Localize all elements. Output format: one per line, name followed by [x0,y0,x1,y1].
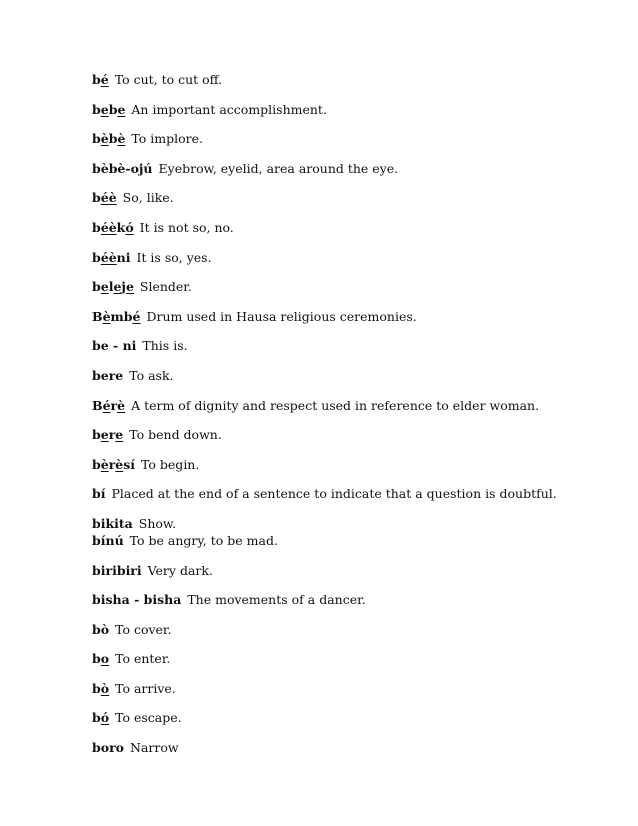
headword-segment: è [115,456,124,472]
headword-segment: b [92,456,101,472]
headword [92,427,123,442]
headword [92,533,124,548]
headword-segment: b [92,219,101,235]
dictionary-entry [92,189,622,206]
headword [92,398,125,413]
headword [92,102,125,117]
headword-segment: r [108,456,116,472]
headword-segment: è [102,308,111,324]
headword [92,220,134,235]
headword [92,651,109,666]
headword-segment: éè [100,190,117,206]
headword-segment: é [100,72,109,87]
headword-segment: éè [100,219,117,235]
dictionary-page [92,71,622,756]
headword [92,338,136,353]
headword-segment: bèbè-ojú [92,160,153,176]
headword [92,622,109,637]
headword-segment: bisha - bisha [92,592,182,608]
definition: The movements of a dancer. [187,592,366,608]
headword-segment: boro [92,740,125,756]
headword-segment: è [100,131,109,147]
dictionary-entry [92,278,622,295]
definition: This is. [142,338,188,354]
headword-segment: é [102,397,111,413]
headword-segment: e [125,279,134,295]
headword-segment: B [92,397,103,413]
dictionary-entry [92,739,622,756]
dictionary-entry [92,621,622,638]
dictionary-entry [92,160,622,177]
definition: Placed at the end of a sentence to indicate that a question is doubtful. [111,486,557,502]
dictionary-entry [92,709,622,726]
dictionary-entry [92,562,622,579]
headword [92,516,133,531]
definition: Show. [138,515,177,531]
headword [92,250,131,265]
definition: It is so, yes. [136,249,212,265]
dictionary-entry [92,337,622,354]
headword-segment: j [121,279,126,295]
dictionary-entry [92,249,622,266]
headword [92,710,109,725]
headword-segment: B [92,308,103,324]
headword-segment: b [92,101,101,117]
headword-segment: e [113,279,122,295]
dictionary-entry [92,680,622,697]
headword [92,190,117,205]
headword [92,486,106,501]
headword-segment: bikita [92,515,133,531]
dictionary-entry [92,532,622,549]
dictionary-entry [92,71,622,88]
definition: So, like. [122,190,174,206]
headword-segment: ó [125,219,134,235]
headword-segment: o [100,651,110,667]
headword [92,161,153,176]
headword-segment: b [92,72,101,87]
headword-segment: b [92,680,101,696]
definition: To begin. [141,456,200,472]
dictionary-entry [92,515,622,532]
headword-segment: bò [92,621,110,637]
headword-segment: ó [100,710,110,726]
headword [92,368,123,383]
headword [92,131,125,146]
dictionary-entry [92,308,622,325]
headword-segment: sí [123,456,136,472]
headword [92,740,124,755]
headword-segment: ni [116,249,131,265]
definition: To escape. [115,710,182,726]
dictionary-entry [92,397,622,414]
headword-segment: b [92,131,101,147]
headword-segment: è [117,397,126,413]
headword-segment: é [132,308,141,324]
definition: To cover. [115,621,172,637]
headword-segment: b [92,279,101,295]
headword-segment: è [100,456,109,472]
headword [92,592,181,607]
definition: Slender. [139,279,192,295]
definition: Drum used in Hausa religious ceremonies. [146,308,417,324]
headword-segment: e [115,427,124,443]
headword [92,279,134,294]
headword-segment: b [92,427,101,443]
definition: To ask. [129,367,174,383]
headword-segment: r [110,397,118,413]
dictionary-entry [92,426,622,443]
headword-segment: biribiri [92,562,142,578]
headword-segment: l [108,279,114,295]
headword-segment: be - ni [92,338,137,354]
headword-segment: ò [100,680,110,696]
dictionary-entry [92,101,622,118]
definition: An important accomplishment. [131,101,327,117]
definition: To bend down. [129,427,222,443]
dictionary-entry [92,485,622,502]
headword-segment: b [108,131,118,147]
headword-segment: b [108,101,118,117]
headword [92,563,142,578]
definition: To arrive. [115,680,176,696]
headword-segment: k [116,219,126,235]
dictionary-entry [92,219,622,236]
headword-segment: b [92,710,101,726]
definition: To be angry, to be mad. [129,532,278,548]
dictionary-entry [92,591,622,608]
dictionary-entry [92,130,622,147]
headword-segment: e [100,101,109,117]
headword-segment: b [92,249,101,265]
definition: To cut, to cut off. [114,72,223,87]
headword-segment: b [92,651,101,667]
definition: Narrow [130,740,179,756]
definition: Very dark. [147,562,213,578]
headword-segment: r [108,427,116,443]
definition: Eyebrow, eyelid, area around the eye. [158,160,399,176]
headword [92,457,135,472]
dictionary-entry [92,367,622,384]
headword-segment: mb [110,308,133,324]
headword-segment: éè [100,249,117,265]
headword [92,72,109,87]
headword-segment: bínú [92,532,124,548]
headword-segment: è [117,131,126,147]
headword-segment: b [92,190,101,206]
dictionary-entry [92,456,622,473]
dictionary-entry [92,650,622,667]
headword-segment: e [100,279,109,295]
headword [92,309,140,324]
definition: To enter. [115,651,171,667]
headword-segment: bere [92,367,124,383]
definition: A term of dignity and respect used in reference to elder woman. [131,397,540,413]
headword [92,681,109,696]
headword-segment: e [117,101,126,117]
definition: It is not so, no. [139,219,234,235]
headword-segment: e [100,427,109,443]
headword-segment: bí [92,486,106,502]
definition: To implore. [131,131,203,147]
